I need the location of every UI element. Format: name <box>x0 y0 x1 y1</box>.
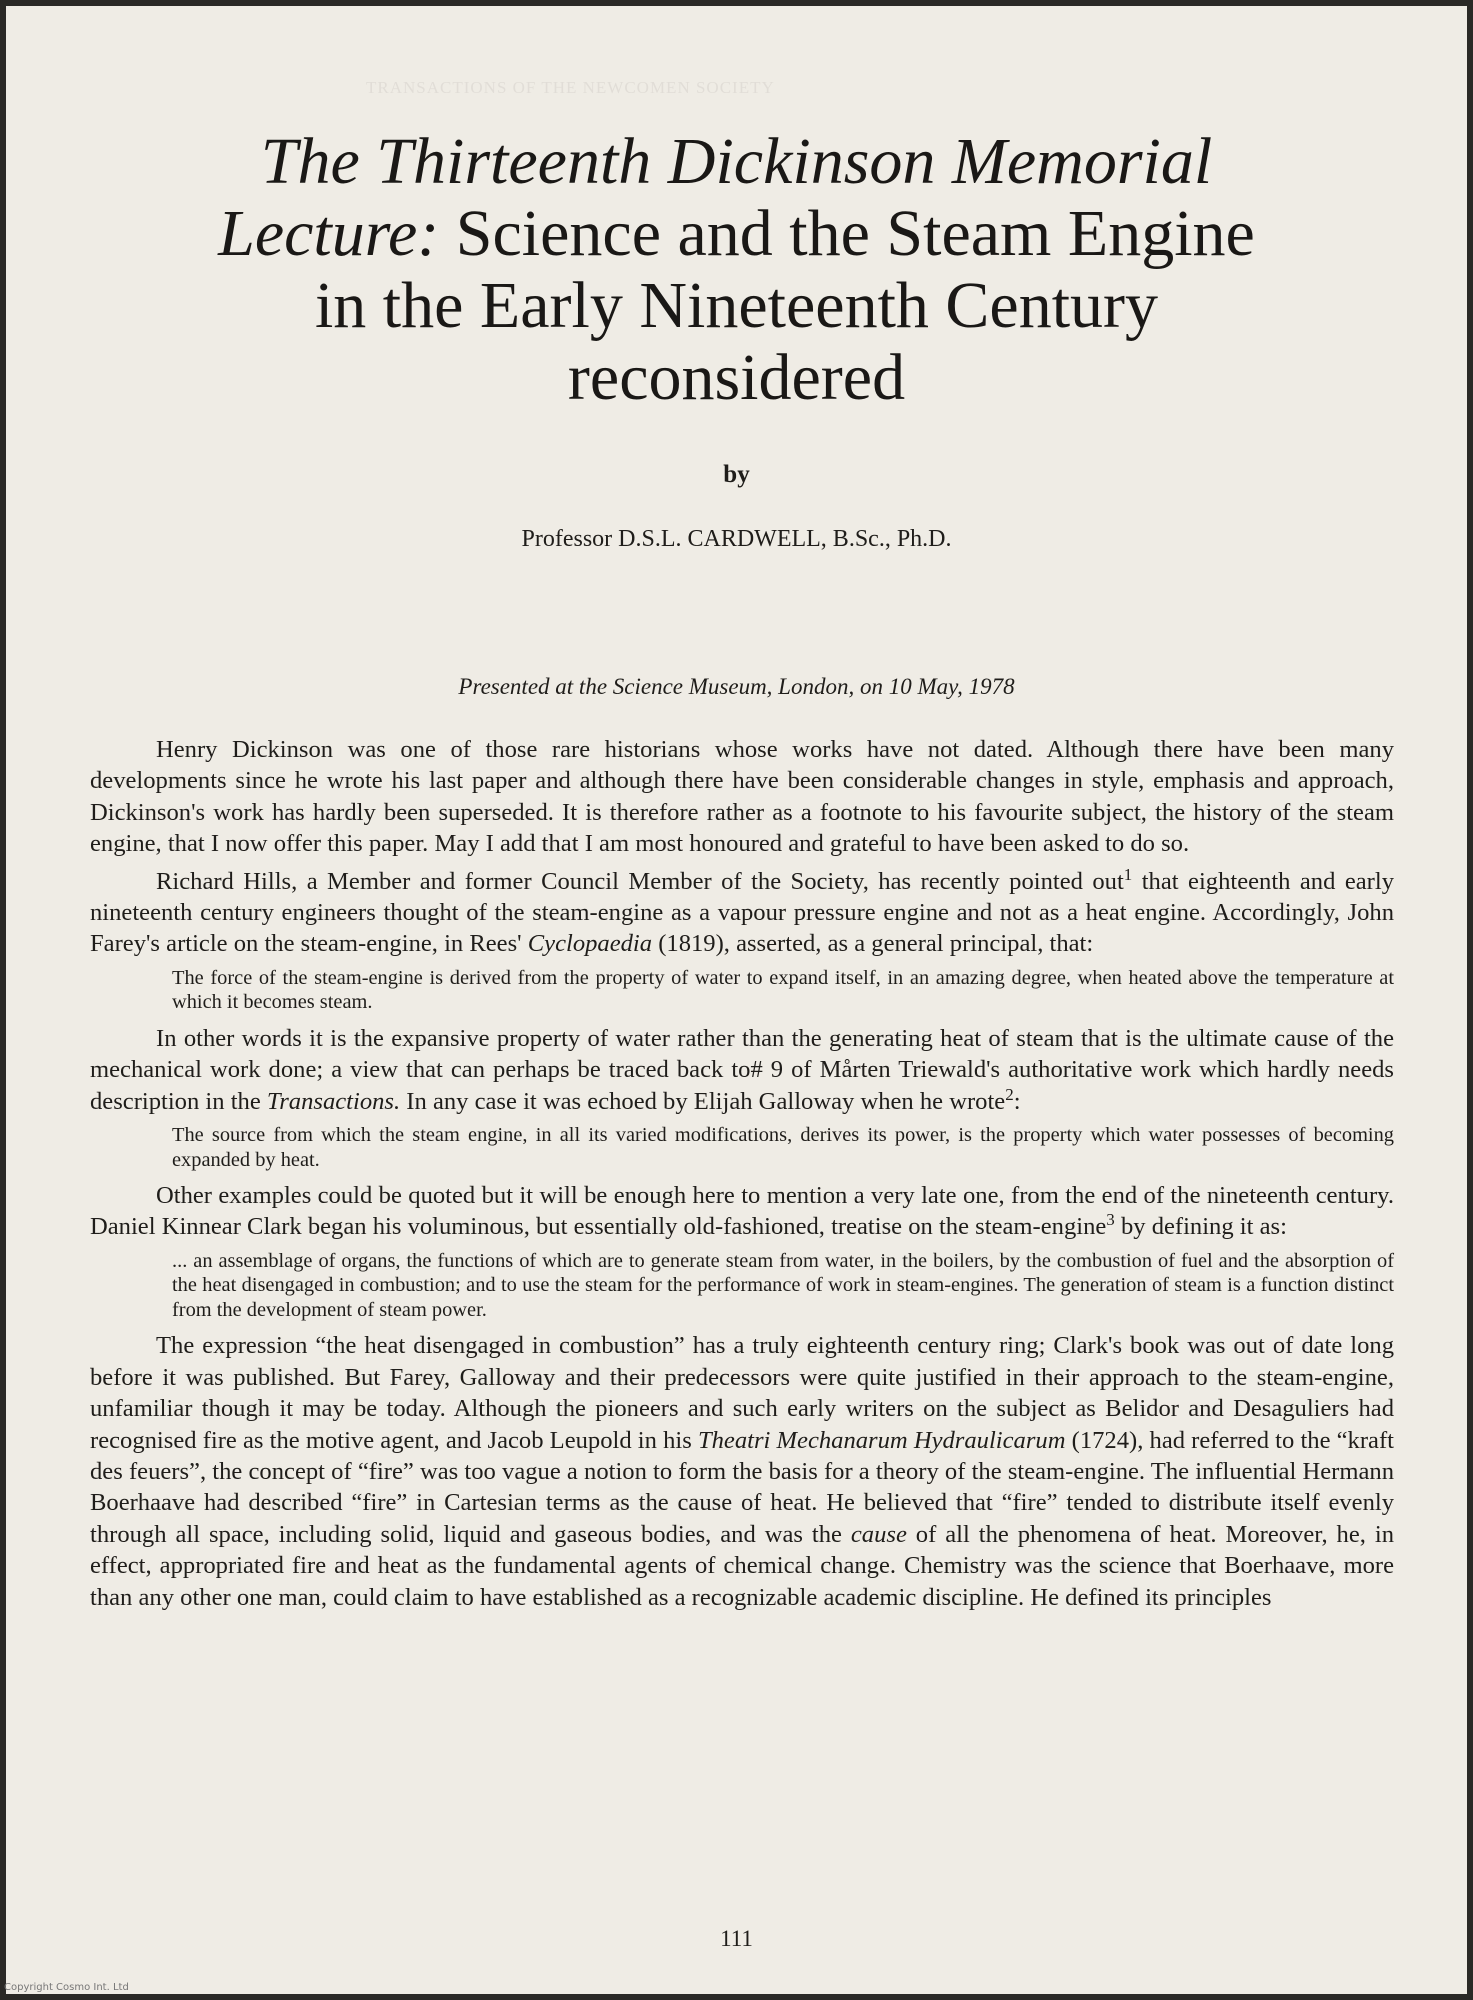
title-line-2 <box>6 198 1467 270</box>
paragraph-3 <box>90 1023 1394 1117</box>
paragraph-4 <box>90 1180 1394 1243</box>
author-name: Professor D.S.L. CARDWELL, B.Sc., Ph.D. <box>521 526 952 552</box>
transactions-title: Transactions. <box>266 1087 401 1115</box>
title-line-2-italic: Lecture: <box>218 197 440 270</box>
title-line-3: in the Early Nineteenth Century <box>314 269 1159 342</box>
lecture-title <box>6 126 1467 414</box>
paragraph-3-text-a: In other words it is the expansive property of water rather than the generating heat of steam that is the ultimate cause of the mechanical work done; a view that can perhaps be traced back to# 9 of Mårten Triewald's authoritative work which hardly needs description in the <box>90 1024 1394 1115</box>
paragraph-4-text-b: by defining it as: <box>1114 1213 1287 1241</box>
paragraph-2-text-a: Richard Hills, a Member and former Council Member of the Society, has recently pointed out <box>156 867 1124 895</box>
title-line-4: reconsidered <box>567 341 906 414</box>
byline-by: by <box>723 461 750 488</box>
paragraph-5-text-c: of all the phenomena of heat. Moreover, he, in effect, appropriated fire and heat as the fundamental agents of chemical change. Chemistry was the science that Boerhaave, more than any other one man, could claim to have established as a recognizable academic discipline. He defined its principles <box>90 1520 1394 1611</box>
cyclopaedia-title: Cyclopaedia <box>527 930 653 958</box>
quote-galloway: The source from which the steam engine, in all its varied modifications, derives its power, is the property which water possesses of becoming expanded by heat. <box>172 1124 1394 1171</box>
show-through-header: TRANSACTIONS OF THE NEWCOMEN SOCIETY <box>366 78 775 97</box>
paragraph-3-text-b: In any case it was echoed by Elijah Galloway when he wrote <box>400 1087 1006 1115</box>
page-number: 111 <box>720 1926 753 1951</box>
article-body <box>90 734 1394 1619</box>
paragraph-5 <box>90 1330 1394 1613</box>
title-line-1: The Thirteenth Dickinson Memorial <box>260 125 1213 198</box>
paragraph-5-text-a: The expression “the heat disengaged in combustion” has a truly eighteenth century ring; Clark's book was out of date long before it was published. But Farey, Galloway and their predecessors were quite justified in their approach to the steam-engine, unfamiliar though it may be today. Although the pioneers and such early writers on the subject as Belidor and Desaguliers had recognised fire as the motive agent, and Jacob Leupold in his <box>90 1332 1394 1454</box>
footnote-ref-3: 3 <box>1106 1210 1115 1230</box>
footnote-ref-1: 1 <box>1123 864 1133 884</box>
copyright-notice: Copyright Cosmo Int. Ltd <box>4 1982 129 1993</box>
paragraph-2 <box>90 866 1394 960</box>
paragraph-3-text-c: : <box>1013 1087 1021 1115</box>
document-page <box>6 6 1467 1994</box>
paragraph-4-text-a: Other examples could be quoted but it will be enough here to mention a very late one, from the end of the nineteenth century. Daniel Kinnear Clark began his voluminous, but essentially old-fashioned, treatise on the steam-engine <box>90 1182 1394 1241</box>
quote-farey: The force of the steam-engine is derived from the property of water to expand itself, in an amazing degree, when heated above the temperature at which it becomes steam. <box>172 966 1394 1014</box>
title-line-2-rest: Science and the Steam Engine <box>455 197 1255 270</box>
paragraph-2-text-b: that eighteenth and early nineteenth century engineers thought of the steam-engine as a vapour pressure engine and not as a heat engine. Accordingly, John Farey's article on the steam-engine, in Rees' <box>90 867 1394 958</box>
cause-italic: cause <box>850 1520 907 1548</box>
footnote-ref-2: 2 <box>1005 1084 1014 1104</box>
paragraph-2-text-c: (1819), asserted, as a general principal, that: <box>652 930 1094 958</box>
presentation-note: Presented at the Science Museum, London, on 10 May, 1978 <box>458 674 1015 699</box>
paragraph-5-text-b: (1724), had referred to the “kraft des feuers”, the concept of “fire” was too vague a notion to form the basis for a theory of the steam-engine. The influential Hermann Boerhaave had described “fire” in Cartesian terms as the cause of heat. He believed that “fire” tended to distribute itself evenly through all space, including solid, liquid and gaseous bodies, and was the <box>90 1426 1394 1548</box>
leupold-title: Theatri Mechanarum Hydraulicarum <box>697 1426 1066 1454</box>
paragraph-1: Henry Dickinson was one of those rare historians whose works have not dated. Although there have been many developments since he wrote his last paper and although there have been considerable changes in style, emphasis and approach, Dickinson's work has hardly been superseded. It is therefore rather as a footnote to his favourite subject, the history of the steam engine, that I now offer this paper. May I add that I am most honoured and grateful to have been asked to do so. <box>90 736 1394 858</box>
quote-clark: ... an assemblage of organs, the functions of which are to generate steam from water, in the boilers, by the combustion of fuel and the absorption of the heat disengaged in combustion; and to use the steam for the performance of work in steam-engines. The generation of steam is a function distinct from the development of steam power. <box>172 1249 1394 1321</box>
